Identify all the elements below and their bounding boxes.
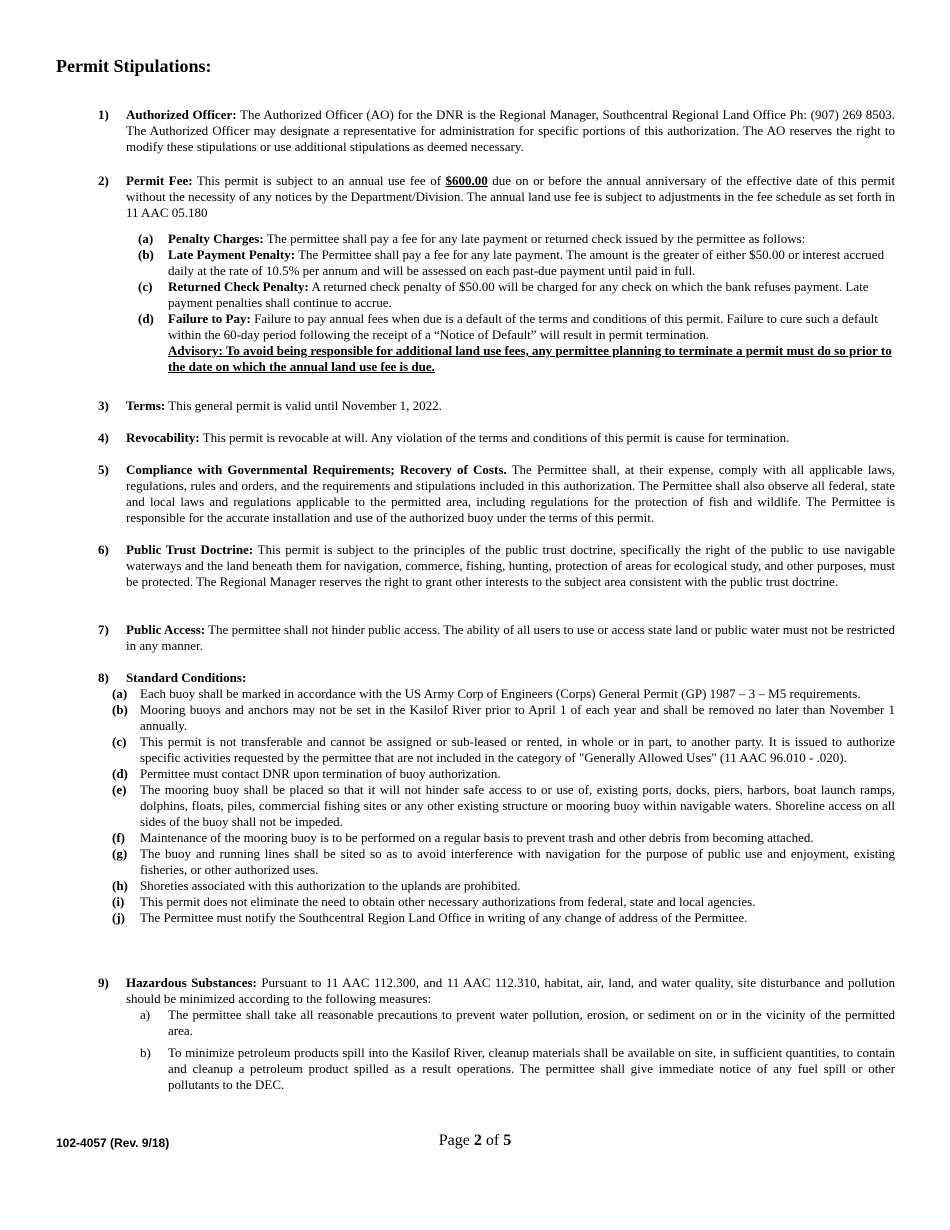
sub-label: (a): [138, 231, 154, 246]
item-heading: Terms:: [126, 398, 166, 413]
sub-item: [112, 702, 895, 734]
sub-item: [112, 766, 895, 782]
sub-item: [138, 231, 895, 247]
sub-heading: Failure to Pay:: [168, 311, 251, 326]
sub-text: The Permittee must notify the Southcentral Region Land Office in writing of any change of address of the Permittee.: [140, 910, 748, 925]
current-page: 2: [473, 1132, 482, 1149]
stipulation-7: [98, 622, 895, 654]
sub-label: (c): [112, 734, 127, 749]
sub-label: (b): [138, 247, 154, 262]
advisory-text: Advisory: To avoid being responsible for additional land use fees, any permittee planning to terminate a permit must do so prior to the date on which the annual land use fee is due.: [168, 343, 892, 374]
stipulation-6: [98, 542, 895, 590]
sub-label: (c): [138, 279, 153, 294]
item-number: 1): [98, 107, 109, 122]
sub-label: b): [140, 1045, 151, 1060]
sub-text: The permittee shall take all reasonable precautions to prevent water pollution, erosion, or sediment on or in the vicinity of the permitted area.: [168, 1007, 895, 1038]
sub-item: [138, 279, 895, 311]
item-heading: Compliance with Governmental Requirements; Recovery of Costs.: [126, 462, 507, 477]
item-number: 5): [98, 462, 109, 477]
form-number: 102-4057 (Rev. 9/18): [56, 1136, 170, 1150]
item-number: 7): [98, 622, 109, 637]
sub-text: Failure to pay annual fees when due is a default of the terms and conditions of this permit. Failure to cure such a default within the 60-day period following the receipt of a “Notice of Default” will result in permit termination.: [168, 311, 878, 342]
item-heading: Hazardous Substances:: [126, 975, 257, 990]
sub-text: This permit is not transferable and cannot be assigned or sub-leased or rented, in whole or in part, to another party. It is issued to authorize specific activities requested by the permittee that are not included in the category of "Generally Allowed Uses" (11 AAC 96.010 - .020).: [140, 734, 895, 765]
sub-item: [138, 247, 895, 279]
sub-text: The buoy and running lines shall be sited so as to avoid interference with navigation for the purpose of public use and enjoyment, existing fisheries, or other authorized uses.: [140, 846, 895, 877]
item-text: The Permittee shall, at their expense, comply with all applicable laws, regulations, rules and orders, and the requirements and stipulations included in this authorization. The Permittee shall also observe all federal, state and local laws and regulations applicable to the permitted area, including regulations for the protection of fish and wildlife. The Permittee is responsible for the accurate installation and use of the authorized buoy under the terms of this permit.: [126, 462, 896, 525]
page-prefix: Page: [438, 1132, 474, 1149]
sub-label: (a): [112, 686, 128, 701]
sub-label: (b): [112, 702, 128, 717]
sub-label: (f): [112, 830, 125, 845]
page-of: of: [481, 1132, 504, 1149]
sub-text: The permittee shall pay a fee for any late payment or returned check issued by the permittee as follows:: [263, 231, 806, 246]
sub-text: To minimize petroleum products spill into the Kasilof River, cleanup materials shall be available on site, in sufficient quantities, to contain and cleanup a petroleum product spilled as a result operations. The permittee shall give immediate notice of any fuel spill or other pollutants to the DEC.: [168, 1045, 895, 1092]
sub-label: (h): [112, 878, 128, 893]
sub-item: [140, 1045, 895, 1093]
sub-label: (j): [112, 910, 125, 925]
sub-item: [140, 1007, 895, 1039]
stipulation-2: [98, 173, 895, 375]
sub-item: [112, 686, 895, 702]
sub-label: (i): [112, 894, 125, 909]
item-heading: Authorized Officer:: [126, 107, 237, 122]
sub-text: Maintenance of the mooring buoy is to be performed on a regular basis to prevent trash and other debris from becoming attached.: [140, 830, 814, 845]
sub-heading: Penalty Charges:: [168, 231, 264, 246]
item-heading: Public Access:: [126, 622, 206, 637]
sub-item: [112, 846, 895, 878]
sub-heading: Returned Check Penalty:: [168, 279, 309, 294]
sub-label: (e): [112, 782, 127, 797]
sub-label: a): [140, 1007, 151, 1022]
sub-item: [112, 782, 895, 830]
sub-item: [112, 878, 895, 894]
stipulation-9: [98, 975, 895, 1093]
stipulation-8: [98, 670, 895, 926]
item-text: The permittee shall not hinder public access. The ability of all users to use or access state land or public water must not be restricted in any manner.: [126, 622, 895, 653]
sub-heading: Late Payment Penalty:: [168, 247, 296, 262]
item-text: due on or before the annual anniversary of the effective date of this permit without the necessity of any notices by the Department/Division. The annual land use fee is subject to adjustments in the fee schedule as set forth in 11 AAC 05.180: [126, 173, 895, 220]
page-number: [0, 1132, 950, 1150]
item-text: This permit is subject to the principles of the public trust doctrine, specifically the right of the public to use navigable waterways and the land beneath them for navigation, commerce, fishing, hunting, protection of areas for ecological study, and other purposes, must be protected. The Regional Manager reserves the right to grant other interests to the subject area consistent with the public trust doctrine.: [126, 542, 895, 589]
total-pages: 5: [503, 1132, 512, 1149]
sub-text: The mooring buoy shall be placed so that it will not hinder safe access to or use of, existing ports, docks, piers, harbors, boat launch ramps, dolphins, floats, piles, commercial fishing sites or any other existing structure or mooring buoy within navigable waters. Shoreline access on all sides of the buoy shall not be impeded.: [140, 782, 895, 829]
sub-item: [112, 734, 895, 766]
stipulation-1: [98, 107, 895, 155]
item-number: 3): [98, 398, 109, 413]
stipulation-5: [98, 462, 895, 526]
item-heading: Public Trust Doctrine:: [126, 542, 254, 557]
stipulation-3: [98, 398, 895, 414]
sub-text: A returned check penalty of $50.00 will be charged for any check on which the bank refuses payment. Late payment penalties shall continue to accrue.: [168, 279, 869, 310]
sub-text: This permit does not eliminate the need to obtain other necessary authorizations from federal, state and local agencies.: [140, 894, 756, 909]
item-text: The Authorized Officer (AO) for the DNR is the Regional Manager, Southcentral Regional Land Office Ph: (907) 269 8503. The Authorized Officer may designate a representative for administration for specific portions of this authorization. The AO reserves the right to modify these stipulations or use additional stipulations as deemed necessary.: [126, 107, 895, 154]
stipulation-4: [98, 430, 895, 446]
sub-text: Mooring buoys and anchors may not be set in the Kasilof River prior to April 1 of each year and shall be removed no later than November 1 annually.: [140, 702, 895, 733]
item-text: This permit is subject to an annual use fee of: [192, 173, 446, 188]
sub-text: The Permittee shall pay a fee for any late payment. The amount is the greater of either $50.00 or interest accrued daily at the rate of 10.5% per annum and will be assessed on each past-due payment until paid in full.: [168, 247, 885, 278]
sub-item: [138, 311, 895, 375]
item-number: 8): [98, 670, 109, 685]
item-text: Pursuant to 11 AAC 112.300, and 11 AAC 112.310, habitat, air, land, and water quality, site disturbance and pollution should be minimized according to the following measures:: [126, 975, 895, 1006]
sub-label: (g): [112, 846, 128, 861]
item-text: This permit is revocable at will. Any violation of the terms and conditions of this permit is cause for termination.: [199, 430, 790, 445]
item-number: 9): [98, 975, 109, 990]
item-heading: Standard Conditions:: [126, 670, 247, 685]
fee-amount: $600.00: [445, 173, 488, 188]
item-number: 2): [98, 173, 109, 188]
sub-item: [112, 894, 895, 910]
sub-label: (d): [138, 311, 154, 326]
sub-text: Each buoy shall be marked in accordance with the US Army Corp of Engineers (Corps) General Permit (GP) 1987 – 3 – M5 requirements.: [140, 686, 861, 701]
sub-label: (d): [112, 766, 128, 781]
page-title: Permit Stipulations:: [56, 56, 212, 76]
item-heading: Permit Fee:: [126, 173, 193, 188]
sub-item: [112, 830, 895, 846]
sub-text: Permittee must contact DNR upon termination of buoy authorization.: [140, 766, 501, 781]
sub-item: [112, 910, 895, 926]
item-number: 4): [98, 430, 109, 445]
item-text: This general permit is valid until November 1, 2022.: [165, 398, 442, 413]
sub-text: Shoreties associated with this authorization to the uplands are prohibited.: [140, 878, 521, 893]
item-heading: Revocability:: [126, 430, 200, 445]
item-number: 6): [98, 542, 109, 557]
